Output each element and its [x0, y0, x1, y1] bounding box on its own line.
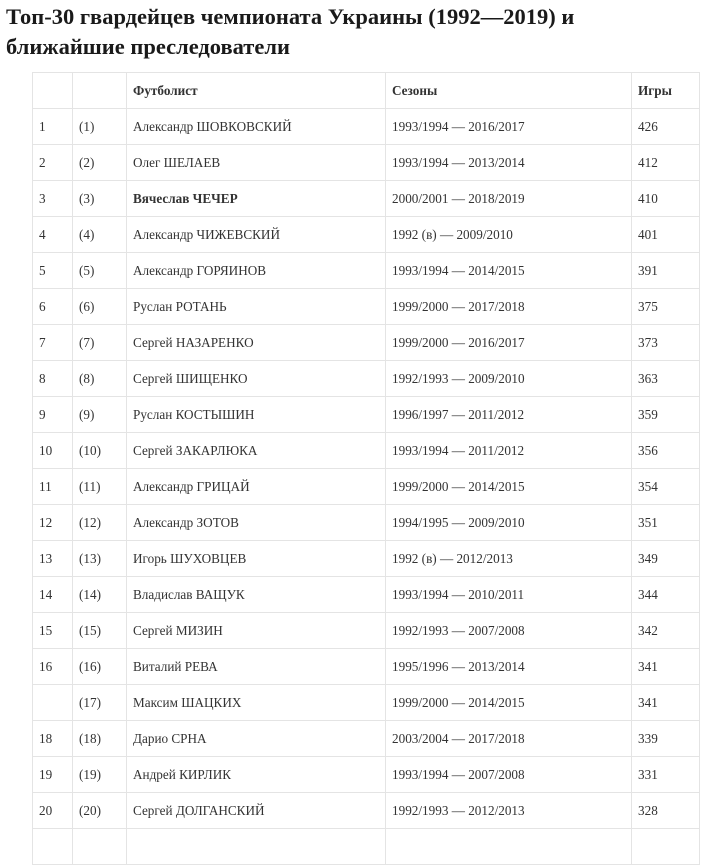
- player-cell: Александр ГОРЯИНОВ: [127, 253, 386, 289]
- games-cell: 331: [632, 757, 700, 793]
- prev-rank-cell: (7): [73, 325, 127, 361]
- prev-rank-cell: (2): [73, 145, 127, 181]
- prev-rank-cell: [73, 829, 127, 865]
- player-cell: Игорь ШУХОВЦЕВ: [127, 541, 386, 577]
- seasons-cell: 1999/2000 — 2014/2015: [386, 469, 632, 505]
- seasons-cell: 1999/2000 — 2014/2015: [386, 685, 632, 721]
- prev-rank-cell: (19): [73, 757, 127, 793]
- player-cell: Максим ШАЦКИХ: [127, 685, 386, 721]
- seasons-cell: 1993/1994 — 2014/2015: [386, 253, 632, 289]
- rank-cell: 15: [33, 613, 73, 649]
- rank-cell: 11: [33, 469, 73, 505]
- games-cell: 359: [632, 397, 700, 433]
- prev-rank-cell: (15): [73, 613, 127, 649]
- player-cell: Дарио СРНА: [127, 721, 386, 757]
- games-cell: 356: [632, 433, 700, 469]
- rank-cell: 8: [33, 361, 73, 397]
- player-cell: Сергей ШИЩЕНКО: [127, 361, 386, 397]
- table-row: [33, 541, 700, 577]
- seasons-cell: 1992 (в) — 2009/2010: [386, 217, 632, 253]
- games-cell: 375: [632, 289, 700, 325]
- prev-rank-cell: (3): [73, 181, 127, 217]
- seasons-cell: 1992/1993 — 2012/2013: [386, 793, 632, 829]
- prev-rank-cell: (6): [73, 289, 127, 325]
- table-row: [33, 721, 700, 757]
- rank-cell: [33, 829, 73, 865]
- table-row: [33, 109, 700, 145]
- rank-cell: 16: [33, 649, 73, 685]
- rank-cell: 5: [33, 253, 73, 289]
- rank-cell: 13: [33, 541, 73, 577]
- table-row: [33, 757, 700, 793]
- player-cell: Сергей ДОЛГАНСКИЙ: [127, 793, 386, 829]
- page-title: Топ-30 гвардейцев чемпионата Украины (1992—2019) и ближайшие преследователи: [6, 4, 575, 59]
- prev-rank-cell: (16): [73, 649, 127, 685]
- seasons-cell: 1994/1995 — 2009/2010: [386, 505, 632, 541]
- prev-rank-cell: (4): [73, 217, 127, 253]
- games-cell: 391: [632, 253, 700, 289]
- games-cell: 328: [632, 793, 700, 829]
- table-row: [33, 685, 700, 721]
- prev-rank-cell: (18): [73, 721, 127, 757]
- table-row: [33, 505, 700, 541]
- seasons-cell: 2003/2004 — 2017/2018: [386, 721, 632, 757]
- games-cell: [632, 829, 700, 865]
- prev-rank-cell: (17): [73, 685, 127, 721]
- table-body: [33, 109, 700, 865]
- rank-cell: 3: [33, 181, 73, 217]
- player-cell: Александр ГРИЦАЙ: [127, 469, 386, 505]
- prev-rank-cell: (14): [73, 577, 127, 613]
- table-row: [33, 577, 700, 613]
- table-row: [33, 253, 700, 289]
- header-rank: [33, 73, 73, 109]
- games-cell: 373: [632, 325, 700, 361]
- header-prev-rank: [73, 73, 127, 109]
- prev-rank-cell: (10): [73, 433, 127, 469]
- player-cell: Владислав ВАЩУК: [127, 577, 386, 613]
- table-header-row: [33, 73, 700, 109]
- games-cell: 354: [632, 469, 700, 505]
- table-row: [33, 433, 700, 469]
- prev-rank-cell: (20): [73, 793, 127, 829]
- rank-cell: 9: [33, 397, 73, 433]
- seasons-cell: 1996/1997 — 2011/2012: [386, 397, 632, 433]
- rank-cell: 7: [33, 325, 73, 361]
- header-games: Игры: [632, 73, 700, 109]
- seasons-cell: 1993/1994 — 2016/2017: [386, 109, 632, 145]
- player-cell: Руслан КОСТЫШИН: [127, 397, 386, 433]
- games-cell: 363: [632, 361, 700, 397]
- games-cell: 342: [632, 613, 700, 649]
- player-cell: Сергей МИЗИН: [127, 613, 386, 649]
- player-cell: Олег ШЕЛАЕВ: [127, 145, 386, 181]
- games-cell: 341: [632, 685, 700, 721]
- seasons-cell: 1992/1993 — 2007/2008: [386, 613, 632, 649]
- table-row: [33, 469, 700, 505]
- rank-cell: 12: [33, 505, 73, 541]
- player-cell: Вячеслав ЧЕЧЕР: [127, 181, 386, 217]
- prev-rank-cell: (5): [73, 253, 127, 289]
- stats-table: [32, 72, 700, 865]
- table-row: [33, 217, 700, 253]
- games-cell: 410: [632, 181, 700, 217]
- table-row: [33, 649, 700, 685]
- games-cell: 401: [632, 217, 700, 253]
- prev-rank-cell: (8): [73, 361, 127, 397]
- player-cell: Александр ЗОТОВ: [127, 505, 386, 541]
- seasons-cell: 1992/1993 — 2009/2010: [386, 361, 632, 397]
- table-row: [33, 361, 700, 397]
- player-cell: Руслан РОТАНЬ: [127, 289, 386, 325]
- seasons-cell: 1992 (в) — 2012/2013: [386, 541, 632, 577]
- rank-cell: 1: [33, 109, 73, 145]
- player-cell: [127, 829, 386, 865]
- seasons-cell: 2000/2001 — 2018/2019: [386, 181, 632, 217]
- player-cell: Сергей НАЗАРЕНКО: [127, 325, 386, 361]
- rank-cell: 6: [33, 289, 73, 325]
- rank-cell: 19: [33, 757, 73, 793]
- seasons-cell: 1993/1994 — 2011/2012: [386, 433, 632, 469]
- seasons-cell: 1999/2000 — 2016/2017: [386, 325, 632, 361]
- rank-cell: 10: [33, 433, 73, 469]
- table-row: [33, 145, 700, 181]
- seasons-cell: 1993/1994 — 2007/2008: [386, 757, 632, 793]
- player-cell: Александр ЧИЖЕВСКИЙ: [127, 217, 386, 253]
- seasons-cell: [386, 829, 632, 865]
- table-row: [33, 829, 700, 865]
- player-cell: Виталий РЕВА: [127, 649, 386, 685]
- prev-rank-cell: (11): [73, 469, 127, 505]
- player-cell: Андрей КИРЛИК: [127, 757, 386, 793]
- prev-rank-cell: (1): [73, 109, 127, 145]
- prev-rank-cell: (9): [73, 397, 127, 433]
- header-seasons: Сезоны: [386, 73, 632, 109]
- table-row: [33, 325, 700, 361]
- seasons-cell: 1999/2000 — 2017/2018: [386, 289, 632, 325]
- seasons-cell: 1993/1994 — 2010/2011: [386, 577, 632, 613]
- games-cell: 351: [632, 505, 700, 541]
- games-cell: 339: [632, 721, 700, 757]
- rank-cell: 14: [33, 577, 73, 613]
- header-player: Футболист: [127, 73, 386, 109]
- games-cell: 341: [632, 649, 700, 685]
- table-row: [33, 793, 700, 829]
- rank-cell: 20: [33, 793, 73, 829]
- table-row: [33, 181, 700, 217]
- rank-cell: [33, 685, 73, 721]
- prev-rank-cell: (12): [73, 505, 127, 541]
- rank-cell: 4: [33, 217, 73, 253]
- table-row: [33, 397, 700, 433]
- seasons-cell: 1995/1996 — 2013/2014: [386, 649, 632, 685]
- player-cell: Сергей ЗАКАРЛЮКА: [127, 433, 386, 469]
- prev-rank-cell: (13): [73, 541, 127, 577]
- games-cell: 412: [632, 145, 700, 181]
- table-row: [33, 289, 700, 325]
- games-cell: 344: [632, 577, 700, 613]
- seasons-cell: 1993/1994 — 2013/2014: [386, 145, 632, 181]
- table-row: [33, 613, 700, 649]
- player-cell: Александр ШОВКОВСКИЙ: [127, 109, 386, 145]
- rank-cell: 2: [33, 145, 73, 181]
- games-cell: 349: [632, 541, 700, 577]
- games-cell: 426: [632, 109, 700, 145]
- rank-cell: 18: [33, 721, 73, 757]
